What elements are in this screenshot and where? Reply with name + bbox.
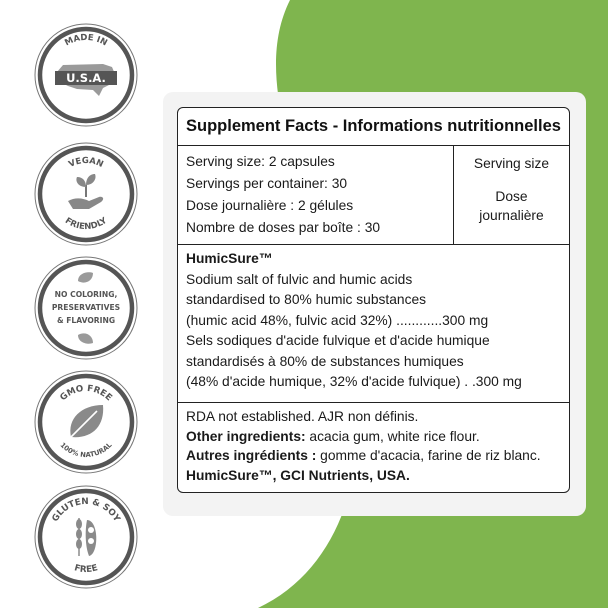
other-ingredients-value: acacia gum, white rice flour. <box>305 428 480 444</box>
autres-ingredients <box>186 446 569 466</box>
badge-line-3: & FLAVORING <box>56 316 116 325</box>
brand-line: HumicSure™, GCI Nutrients, USA. <box>186 467 410 483</box>
gmo-free-badge <box>33 369 139 475</box>
servings-per-container-line: Servings per container: 30 <box>186 176 348 191</box>
badge-bottom-text: 100% NATURAL <box>58 441 114 460</box>
serving-header <box>454 146 569 244</box>
badge-top-text: MADE IN <box>63 32 109 49</box>
ingredient-name: HumicSure™ <box>186 251 273 266</box>
dose-header-2: journalière <box>479 208 544 223</box>
badge-bottom-text: FRIENDLY <box>62 215 110 233</box>
facts-panel <box>163 92 586 516</box>
no-coloring-badge <box>33 255 139 361</box>
serving-info <box>178 146 454 244</box>
ingredient-amount-en: (humic acid 48%, fulvic acid 32%) ............300 mg <box>186 312 489 328</box>
badge-bottom-text: FREE <box>73 563 99 576</box>
badge-line-2: PRESERVATIVES <box>51 303 121 312</box>
serving-size-line: Serving size: 2 capsules <box>186 154 335 169</box>
dose-header-1: Dose <box>495 189 528 204</box>
badge-top-text: GMO FREE <box>58 383 114 404</box>
vegan-friendly-badge <box>33 141 139 247</box>
footer-section <box>178 403 569 485</box>
made-in-usa-badge <box>33 22 139 128</box>
ingredient-desc-fr-2: standardisés à 80% de substances humiques <box>186 353 464 369</box>
other-ingredients-label: Other ingredients: <box>186 428 306 444</box>
ingredient-desc-en-2: standardised to 80% humic substances <box>186 292 427 307</box>
ingredients-section <box>178 245 569 403</box>
serving-section <box>178 146 569 245</box>
badge-center-text: U.S.A. <box>66 71 106 85</box>
rda-note: RDA not established. AJR non définis. <box>186 409 419 424</box>
ingredient-desc-en-1: Sodium salt of fulvic and humic acids <box>186 271 413 287</box>
badge-top-text: GLUTEN & SOY <box>50 496 122 524</box>
ingredient-amount-fr: (48% d'acide humique, 32% d'acide fulvique) . .300 mg <box>186 374 522 389</box>
badge-top-text: VEGAN <box>67 155 105 170</box>
ingredient-desc-fr-1: Sels sodiques d'acide fulvique et d'acide humique <box>186 333 490 348</box>
autres-ingredients-value: gomme d'acacia, farine de riz blanc. <box>316 448 541 463</box>
badge-line-1: NO COLORING, <box>54 290 118 299</box>
nombre-doses-line: Nombre de doses par boîte : 30 <box>186 220 381 235</box>
dose-journaliere-line: Dose journalière : 2 gélules <box>186 198 354 213</box>
gluten-soy-free-badge <box>33 484 139 590</box>
supplement-facts-table <box>177 107 570 493</box>
serving-size-header: Serving size <box>473 156 550 171</box>
other-ingredients <box>186 427 569 447</box>
facts-title: Supplement Facts - Informations nutritionnelles <box>178 108 569 146</box>
autres-ingredients-label: Autres ingrédients : <box>186 448 317 463</box>
